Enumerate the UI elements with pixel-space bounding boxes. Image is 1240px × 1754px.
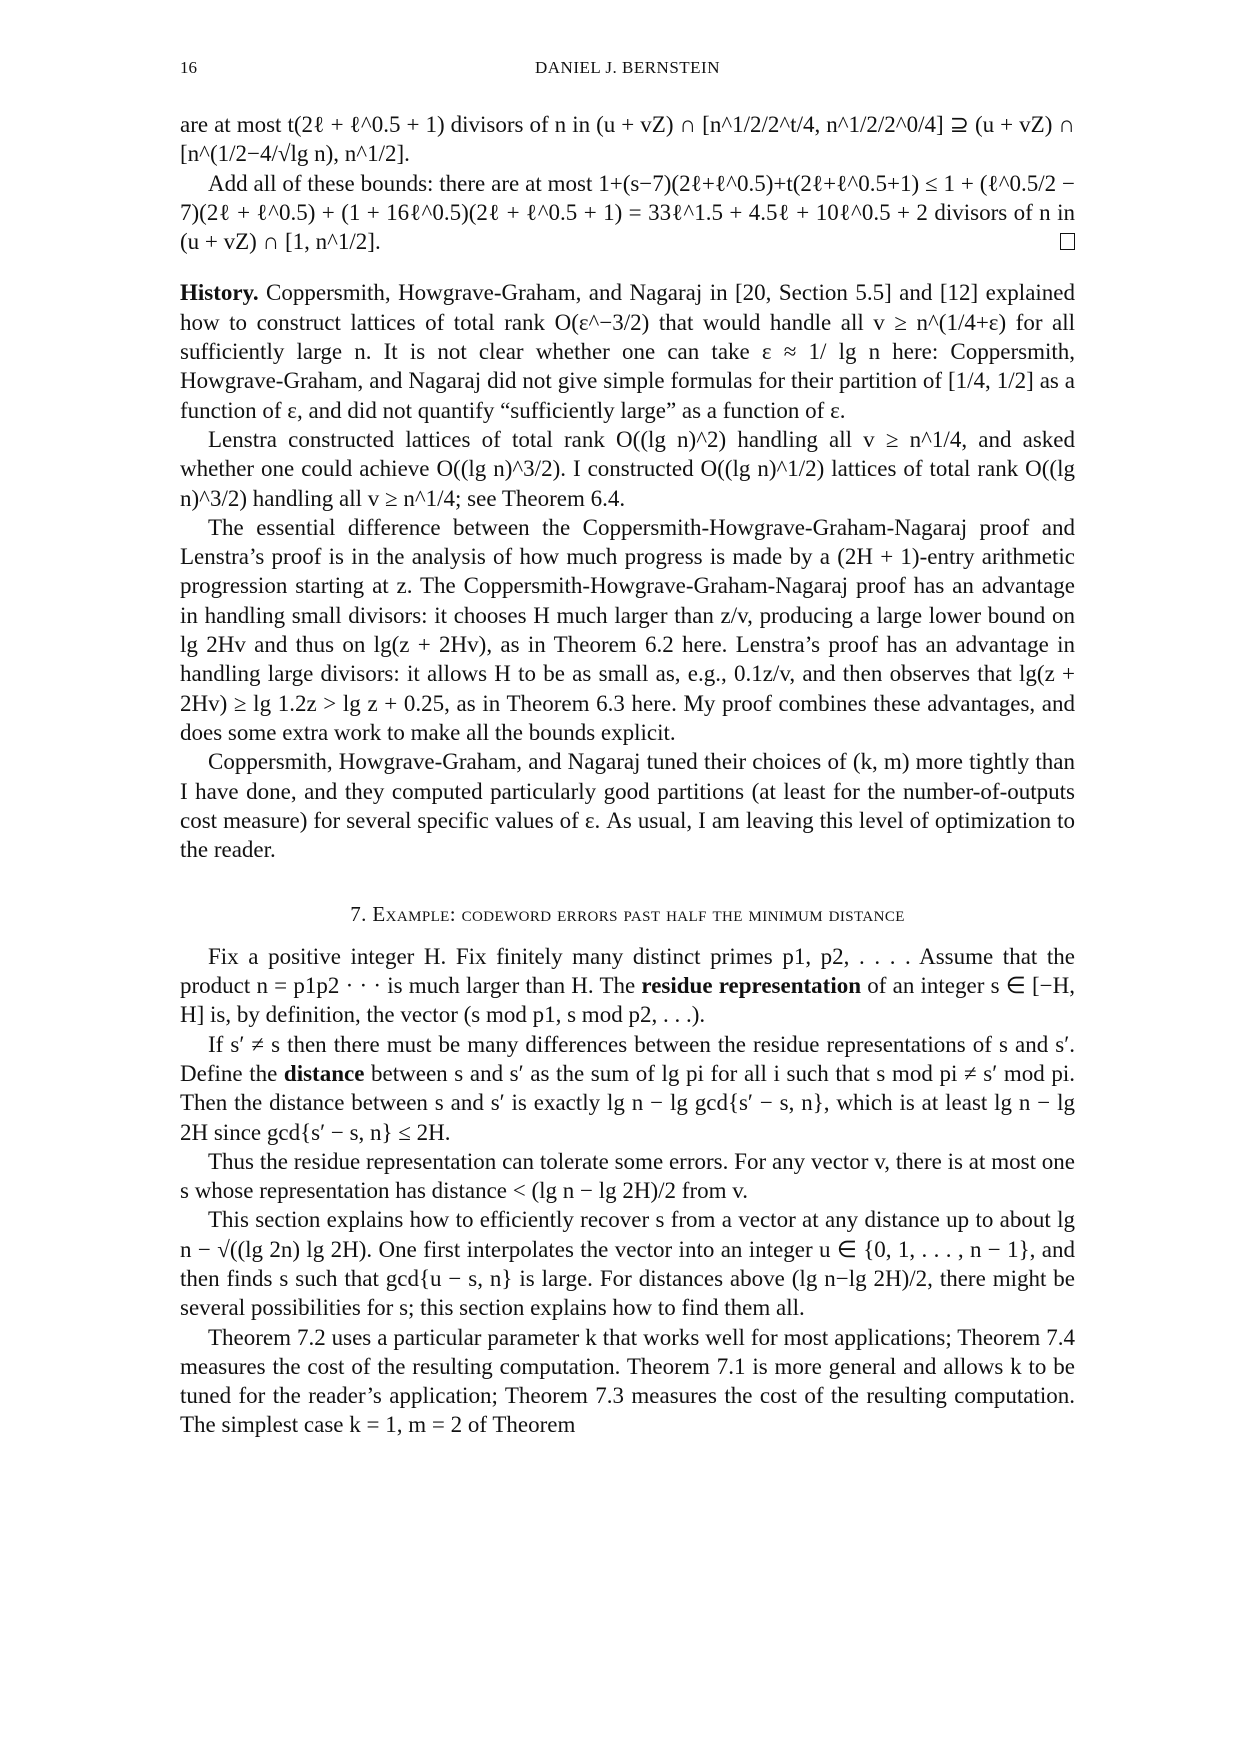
section-title-first: Example: (372, 902, 456, 927)
paragraph-text: Coppersmith, Howgrave-Graham, and Nagaraj tuned their choices of (k, m) more tightly than I have done, and they computed particularly good partitions (at least for the number-of-outputs cost measure) for several specific values of ε. As usual, I am leaving this level of optimization to the reader. (180, 749, 1075, 863)
paragraph-essential-difference (180, 513, 1075, 747)
section-title-rest: codeword errors past half the minimum distance (461, 902, 905, 927)
paragraph-text: Coppersmith, Howgrave-Graham, and Nagaraj in [20, Section 5.5] and [12] explained how to construct lattices of total rank O(ε^−3/2) that would handle all v ≥ n^(1/4+ε) for all sufficiently large n. It is not clear whether one can take ε ≈ 1/ lg n here: Coppersmith, Howgrave-Graham, and Nagaraj did not give simple formulas for their partition of [1/4, 1/2] as a function of ε, and did not quantify “sufficiently large” as a function of ε. (180, 280, 1076, 423)
history-label: History. (180, 280, 259, 306)
paragraph-text: Theorem 7.2 uses a particular parameter k that works well for most applications; Theorem 7.4 measures the cost of the resulting computation. Theorem 7.1 is more general and allows k to be tuned for the reader’s application; Theorem 7.3 measures the cost of the resulting computation. The simplest case k = 1, m = 2 of Theorem (180, 1324, 1075, 1438)
paragraph-lenstra (180, 425, 1075, 513)
paragraph-text: of an integer s ∈ [−H, H] is, by definition, the vector (s mod p1, s mod p2, . . .). (180, 973, 1075, 1028)
paragraph-text: between s and s′ as the sum of lg pi for all i such that s mod pi ≠ s′ mod pi. Then the distance between s and s′ is exactly lg n − lg gcd{s′ − s, n}, which is at least lg n − lg 2H since gcd{s′ − s, n} ≤ 2H. (180, 1060, 1075, 1145)
paragraph-section-explains (180, 1205, 1075, 1322)
page-number: 16 (180, 58, 197, 77)
paragraph-text: are at most t(2ℓ + ℓ^0.5 + 1) divisors of n in (u + vZ) ∩ [n^1/2/2^t/4, n^1/2/2^0/4] ⊇ (u + vZ) ∩ [n^(1/2−4/√lg n), n^1/2]. (180, 112, 1075, 167)
paragraph-residue (180, 942, 1075, 1030)
paragraph-history (180, 278, 1075, 424)
paragraph-tuning (180, 747, 1075, 864)
term-distance: distance (283, 1060, 365, 1086)
qed-square-icon (1060, 233, 1075, 250)
paragraph-text: The essential difference between the Coppersmith-Howgrave-Graham-Nagaraj proof and Lenstra’s proof is in the analysis of how much progress is made by a (2H + 1)-entry arithmetic progression starting at z. The Coppersmith-Howgrave-Graham-Nagaraj proof has an advantage in handling small divisors: it chooses H much larger than z/v, producing a large lower bound on lg 2Hv and thus on lg(z + 2Hv), as in Theorem 6.2 here. Lenstra’s proof has an advantage in handling large divisors: it allows H to be as small as, e.g., 0.1z/v, and then observes that lg(z + 2Hv) ≥ lg 1.2z > lg z + 0.25, as in Theorem 6.3 here. My proof combines these advantages, and does some extra work to make all the bounds explicit. (180, 514, 1075, 745)
paragraph-theorems (180, 1323, 1075, 1440)
paragraph-proof-end (180, 110, 1075, 169)
paragraph-text: Thus the residue representation can tolerate some errors. For any vector v, there is at most one s whose representation has distance < (lg n − lg 2H)/2 from v. (180, 1148, 1075, 1204)
running-header (180, 58, 1075, 80)
paragraph-text: Fix a positive integer H. Fix finitely many distinct primes p1, p2, . . . . Assume that the product n = p1p2 · · · is much larger than H. The (180, 943, 1075, 999)
section-number: 7. (350, 902, 367, 927)
paragraph-text: Add all of these bounds: there are at most 1+(s−7)(2ℓ+ℓ^0.5)+t(2ℓ+ℓ^0.5+1) ≤ 1 + (ℓ^0.5/2 − 7)(2ℓ + ℓ^0.5) + (1 + 16ℓ^0.5)(2ℓ + ℓ^0.5 + 1) = 33ℓ^1.5 + 4.5ℓ + 10ℓ^0.5 + 2 divisors of n in (u + vZ) ∩ [1, n^1/2]. (180, 170, 1075, 255)
paragraph-text: If s′ ≠ s then there must be many differences between the residue representations of s and s′. Define the (180, 1031, 1075, 1086)
term-residue-representation: residue representation (641, 973, 862, 999)
section-heading (180, 900, 1075, 929)
running-title: DANIEL J. BERNSTEIN (535, 58, 720, 77)
paragraph-tolerate (180, 1147, 1075, 1206)
paragraph-text: This section explains how to efficiently recover s from a vector at any distance up to about lg n − √((lg 2n) lg 2H). One first interpolates the vector into an integer u ∈ {0, 1, . . . , n − 1}, and then finds s such that gcd{u − s, n} is large. For distances above (lg n−lg 2H)/2, there might be several possibilities for s; this section explains how to find them all. (180, 1207, 1075, 1321)
paragraph-text: Lenstra constructed lattices of total rank O((lg n)^2) handling all v ≥ n^1/4, and asked whether one could achieve O((lg n)^3/2). I constructed O((lg n)^1/2) lattices of total rank O((lg n)^3/2) handling all v ≥ n^1/4; see Theorem 6.4. (180, 426, 1075, 511)
paragraph-add-bounds (180, 169, 1075, 257)
paragraph-distance (180, 1030, 1075, 1147)
page-body (180, 110, 1075, 1440)
